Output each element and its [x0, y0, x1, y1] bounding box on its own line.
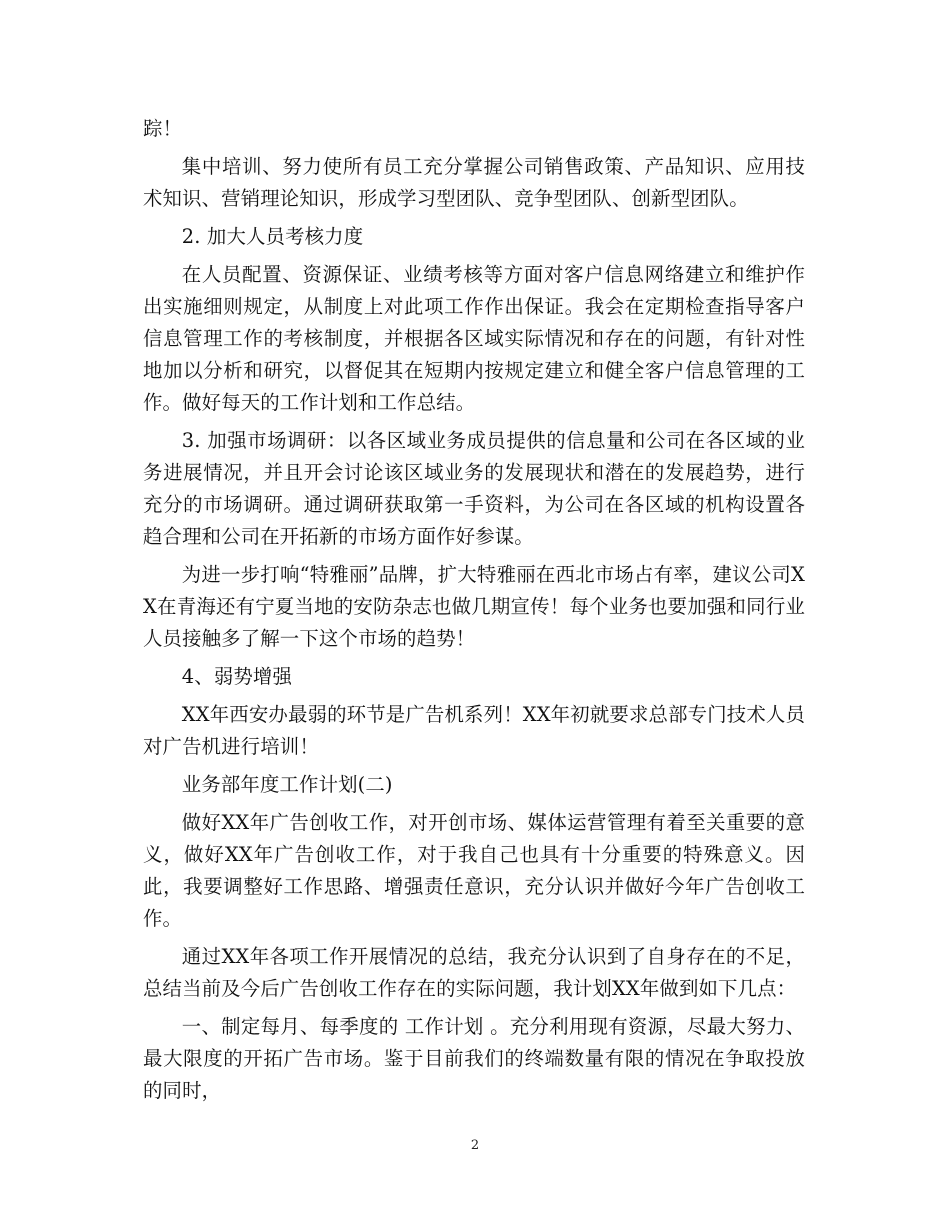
- document-subtitle: 业务部年度工作计划(二): [181, 773, 393, 796]
- paragraph: 在人员配置、资源保证、业绩考核等方面对客户信息网络建立和维护作出实施细则规定，从制度上对此项工作作出保证。我会在定期检查指导客户信息管理工作的考核制度，并根据各区域实际情况和存在的问题，有针对性地加以分析和研究，以督促其在短期内按规定建立和健全客户信息管理的工作。做好每天的工作计划和工作总结。: [143, 263, 805, 414]
- paragraph: 为进一步打响“特雅丽”品牌，扩大特雅丽在西北市场占有率，建议公司XX在青海还有宁夏当地的安防杂志也做几期宣传！每个业务也要加强和同行业人员接触多了解一下这个市场的趋势！: [143, 563, 805, 650]
- paragraph: 3. 加强市场调研：以各区域业务成员提供的信息量和公司在各区域的业务进展情况，并且开会讨论该区域业务的发展现状和潜在的发展趋势，进行充分的市场调研。通过调研获取第一手资料，为公司在各区域的机构设置各趋合理和公司在开拓新的市场方面作好参谋。: [143, 429, 805, 548]
- section-heading: 4、弱势增强: [181, 665, 292, 688]
- paragraph: 通过XX年各项工作开展情况的总结，我充分认识到了自身存在的不足，总结当前及今后广告创收工作存在的实际问题，我计划XX年做到如下几点：: [143, 945, 805, 1000]
- page-number: 2: [470, 1138, 480, 1153]
- paragraph: 一、制定每月、每季度的 工作计划 。充分利用现有资源，尽最大努力、最大限度的开拓广告市场。鉴于目前我们的终端数量有限的情况在争取投放的同时，: [143, 1015, 805, 1102]
- paragraph: 踪！: [143, 117, 183, 140]
- paragraph: 集中培训、努力使所有员工充分掌握公司销售政策、产品知识、应用技术知识、营销理论知识，形成学习型团队、竞争型团队、创新型团队。: [143, 155, 805, 210]
- section-heading: 2. 加大人员考核力度: [181, 225, 364, 248]
- paragraph: 做好XX年广告创收工作，对开创市场、媒体运营管理有着至关重要的意义，做好XX年广告创收工作，对于我自己也具有十分重要的特殊意义。因此，我要调整好工作思路、增强责任意识，充分认识并做好今年广告创收工作。: [143, 811, 805, 930]
- paragraph: XX年西安办最弱的环节是广告机系列！XX年初就要求总部专门技术人员对广告机进行培训！: [143, 703, 805, 758]
- document-body: [143, 113, 805, 1113]
